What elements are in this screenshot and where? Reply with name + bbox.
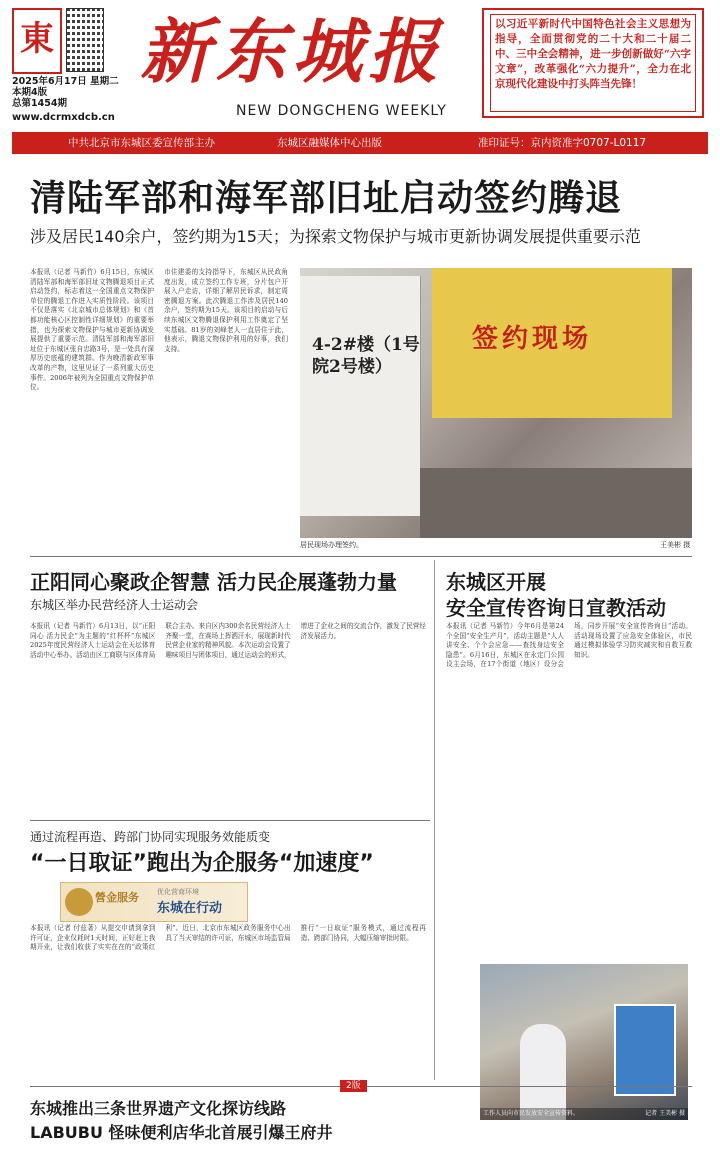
publisher-text: 东城区融媒体中心出版 <box>277 137 382 149</box>
story4-kicker: 通过流程再造、跨部门协同实现服务效能质变 <box>30 830 271 844</box>
story4-body: 本报讯（记者 付兹著）从提交申请到拿到许可证，企业仅耗时1天时间，正好赶上我期开业，让我们收获了实实在在的“政策红利”。近日，北京市东城区政务服务中心出具了当天审结的许可证，东城区市场监管局推行“一日取证”服务模式，通过流程再造、跨部门协同，大幅压缩审批时限。 <box>30 924 426 952</box>
photo-building-sign-text: 4-2#楼（1号院2号楼） <box>312 335 420 377</box>
lead-photo <box>300 268 692 538</box>
page2-teaser-1[interactable]: 东城推出三条世界遗产文化探访线路 <box>30 1099 287 1118</box>
photo-display-board <box>614 1004 676 1096</box>
story3-headline-line1[interactable]: 东城区开展 <box>446 570 546 594</box>
section-divider <box>30 556 692 557</box>
website-link[interactable]: www.dcrmxdcb.cn <box>12 112 115 123</box>
slogan-text: 以习近平新时代中国特色社会主义思想为指导，全面贯彻党的二十大和二十届二中、三中全会精神，进一步创新做好“六字文章”，改革强化“六力提升”，全力在北京现代化建设中打头阵当先锋！ <box>490 14 696 112</box>
service-banner-title: 东城在行动 <box>157 901 223 916</box>
story2-body: 本报讯（记者 马新竹）6月13日，以“正阳同心 活力民企”为主题的“红杯杯”东城区2025年度民营经济人士运动会在天坛体育活动中心举办。活动由区工商联与区体育局联合主办。来自区内300余名民营经济人士齐聚一堂，在赛场上挥洒汗水，展现新时代民营企业家的精神风貌。本次运动会设置了趣味项目与团体项目，通过运动会的形式，增进了企业之间的交流合作，激发了民营经济发展活力。 <box>30 622 426 659</box>
lead-headline[interactable]: 清陆军部和海军部旧址启动签约腾退 <box>30 178 623 219</box>
service-emblem-icon <box>65 888 93 916</box>
safety-photo-credit: 记者 王美彬 摄 <box>645 1110 685 1117</box>
qr-code <box>66 8 104 72</box>
newspaper-logo-english: NEW DONGCHENG WEEKLY <box>236 103 447 119</box>
lead-subheadline: 涉及居民140余户，签约期为15天；为探索文物保护与城市更新协调发展提供重要示范 <box>30 227 641 246</box>
photo-signing-banner <box>432 268 672 418</box>
story-divider <box>30 820 430 821</box>
issue-number: 总第1454期 <box>12 98 67 109</box>
story3-headline-line2[interactable]: 安全宣传咨询日宣教活动 <box>446 596 666 620</box>
service-banner-slogan: 优化营商环境 <box>157 888 199 896</box>
photo-signing-desk <box>420 468 692 538</box>
safety-photo-caption <box>480 1108 688 1120</box>
page2-teaser-2[interactable]: LABUBU 怪味便利店华北首展引爆王府井 <box>30 1123 333 1142</box>
safety-event-photo <box>480 964 688 1120</box>
lead-body-col2: 市住建委的支持指导下，东城区从民政角度出发，成立签约工作专班，分片包户开展入户走访，详细了解居民诉求，制定周密腾退方案。此次腾退工作涉及居民140余户，签约期为15天。该项目的启动与后续东城区文物腾退保护利用工作奠定了坚实基础。81岁的刘峰老人一直居住于此，他表示，腾退文物保护利用的好事，我们支持。 <box>164 268 288 353</box>
lead-photo-credit: 王美彬 摄 <box>660 541 691 549</box>
lead-photo-caption: 居民现场办理签约。 <box>300 541 363 549</box>
safety-photo-caption-text: 工作人员向市民发放安全宣传资料。 <box>483 1110 580 1117</box>
issue-info <box>12 76 119 109</box>
photo-officer-figure <box>520 1024 566 1120</box>
newspaper-logo: 新东城报 <box>140 10 444 93</box>
lead-body-col1: 本报讯（记者 马新竹）6月15日，东城区清陆军部和海军部旧址文物腾退项目正式启动签约，标志着这一全国重点文物保护单位的腾退工作进入实质性阶段。该项目不仅是落实《北京城市总体规划》和《首都功能核心区控制性详细规划》的重要举措，也为探索文物保护与城市更新协调发展提供了重要示范。清陆军部和海军部旧址位于东城区张自忠路3号，是一处具有深厚历史底蕴的建筑群。作为晚清新政军事改革的产物，这里见证了一系列重大历史事件。2006年被列为全国重点文物保护单位。 <box>30 268 154 392</box>
story3-body: 本报讯（记者 马新竹）今年6月是第24个全国“安全生产月”，活动主题是“人人讲安全、个个会应急——查找身边安全隐患”。6月16日，东城区在永定门公园设主会场，在17个街道（地区）设分会场，同步开展“安全宣传咨询日”活动。活动现场设置了应急安全体验区，市民通过模拟体验学习防灾减灾和自救互救知识。 <box>446 622 692 669</box>
story4-headline[interactable]: “一日取证”跑出为企服务“加速度” <box>30 851 374 876</box>
column-divider <box>434 560 435 1080</box>
sponsor-text: 中共北京市东城区委宣传部主办 <box>68 137 215 149</box>
story2-subheadline: 东城区举办民营经济人士运动会 <box>30 598 199 612</box>
publisher-bar <box>12 132 708 154</box>
story2-headline[interactable]: 正阳同心聚政企智慧 活力民企展蓬勃力量 <box>30 570 397 594</box>
issue-edition: 本期4版 <box>12 87 48 98</box>
photo-building-sign <box>300 276 421 516</box>
newspaper-seal-logo: 東 <box>12 8 62 74</box>
issue-date: 2025年6月17日 星期二 <box>12 76 119 87</box>
photo-signing-banner-text: 签约现场 <box>472 324 593 354</box>
slogan-box <box>482 8 704 118</box>
permit-text: 准印证号：京内资准字0707-L0117 <box>478 137 647 149</box>
service-banner-label: 營金服务 <box>95 891 139 904</box>
page-2-tag[interactable]: 2版 <box>340 1080 367 1092</box>
service-campaign-banner <box>60 882 248 922</box>
